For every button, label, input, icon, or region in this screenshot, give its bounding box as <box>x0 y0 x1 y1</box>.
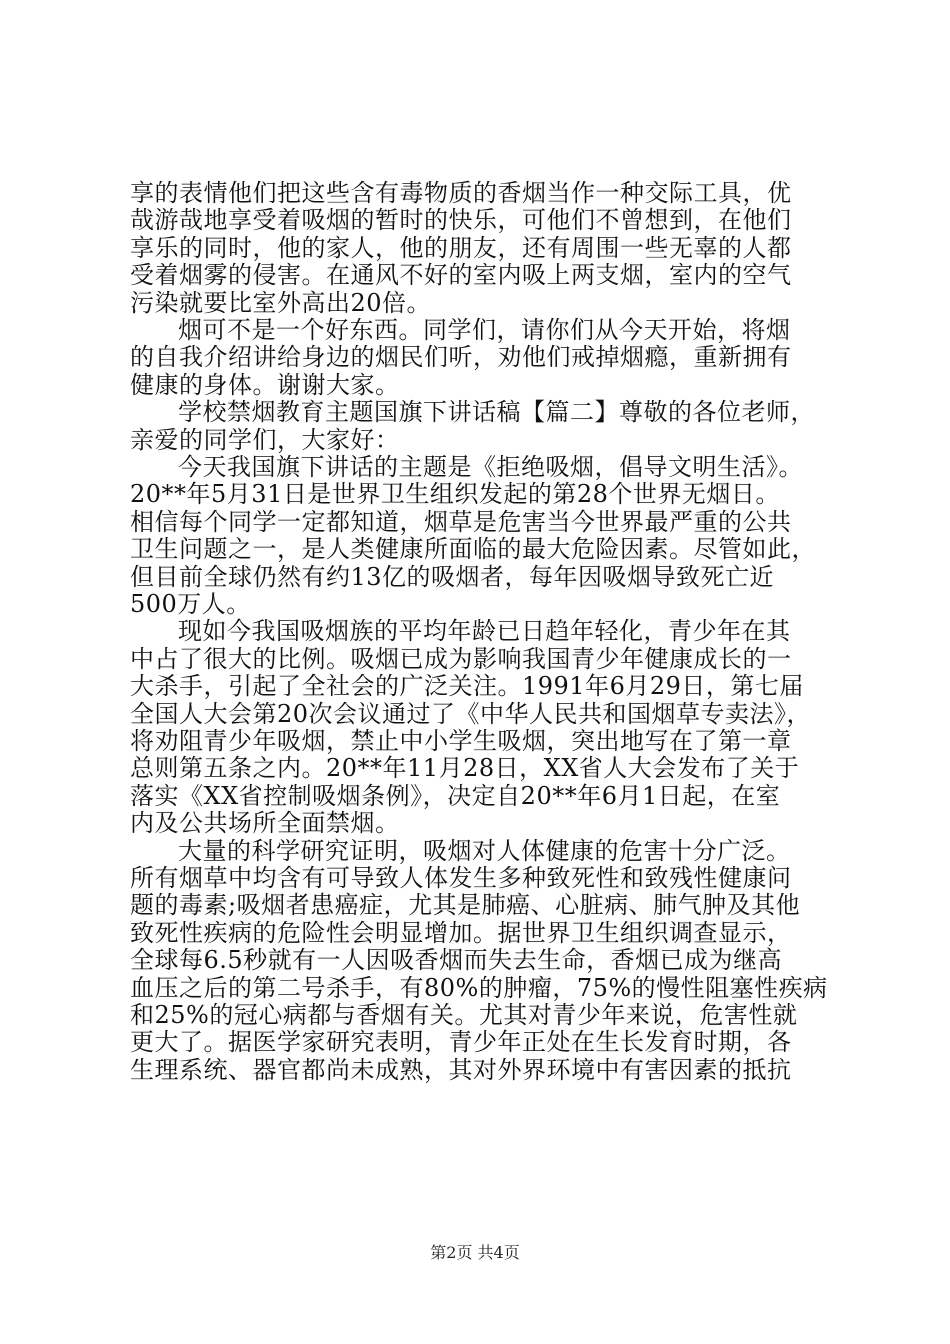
text-line: 大量的科学研究证明，吸烟对人体健康的危害十分广泛。 <box>178 836 791 865</box>
text-line: 中占了很大的比例。吸烟已成为影响我国青少年健康成长的一 <box>130 644 792 673</box>
text-line: 所有烟草中均含有可导致人体发生多种致死性和致残性健康问 <box>130 864 792 892</box>
text-line: 学校禁烟教育主题国旗下讲话稿【篇二】尊敬的各位老师， <box>178 398 815 427</box>
text-line: 大杀手，引起了全社会的广泛关注。1991年6月29日，第七届 <box>130 672 804 701</box>
text-line: 的自我介绍讲给身边的烟民们听，劝他们戒掉烟瘾，重新拥有 <box>130 343 792 372</box>
text-line: 污染就要比室外高出20倍。 <box>130 288 432 317</box>
text-line: 卫生问题之一，是人类健康所面临的最大危险因素。尽管如此， <box>130 535 816 564</box>
text-line: 血压之后的第二号杀手，有80%的肿瘤，75%的慢性阻塞性疾病 <box>130 973 828 1002</box>
text-line: 致死性疾病的危险性会明显增加。据世界卫生组织调查显示， <box>130 918 792 947</box>
text-line: 总则第五条之内。20**年11月28日，XX省人大会发布了关于 <box>130 754 800 783</box>
text-line: 内及公共场所全面禁烟。 <box>130 809 400 838</box>
text-line: 500万人。 <box>130 590 251 618</box>
text-line: 但目前全球仍然有约13亿的吸烟者，每年因吸烟导致死亡近 <box>130 562 775 591</box>
text-line: 落实《XX省控制吸烟条例》，决定自20**年6月1日起，在室 <box>130 781 781 810</box>
text-line: 受着烟雾的侵害。在通风不好的室内吸上两支烟，室内的空气 <box>130 261 792 290</box>
page-footer: 第2页 共4页 <box>430 1243 520 1262</box>
text-line: 相信每个同学一定都知道，烟草是危害当今世界最严重的公共 <box>130 507 792 536</box>
text-line: 现如今我国吸烟族的平均年龄已日趋年轻化，青少年在其 <box>178 617 791 646</box>
text-line: 更大了。据医学家研究表明，青少年正处在生长发育时期，各 <box>130 1028 792 1057</box>
text-line: 享的表情他们把这些含有毒物质的香烟当作一种交际工具，优 <box>130 179 792 207</box>
text-line: 和25%的冠心病都与香烟有关。尤其对青少年来说，危害性就 <box>130 1001 798 1029</box>
text-line: 生理系统、器官都尚未成熟，其对外界环境中有害因素的抵抗 <box>130 1055 792 1084</box>
text-line: 20**年5月31日是世界卫生组织发起的第28个世界无烟日。 <box>130 480 780 509</box>
text-line: 题的毒素;吸烟者患癌症，尤其是肺癌、心脏病、肺气肿及其他 <box>130 891 801 920</box>
text-line: 将劝阻青少年吸烟，禁止中小学生吸烟，突出地写在了第一章 <box>130 727 792 755</box>
text-line: 亲爱的同学们，大家好： <box>130 425 400 454</box>
text-line: 全球每6.5秒就有一人因吸香烟而失去生命，香烟已成为继高 <box>130 946 783 975</box>
text-line: 今天我国旗下讲话的主题是《拒绝吸烟，倡导文明生活》。 <box>178 453 803 481</box>
text-line: 哉游哉地享受着吸烟的暂时的快乐，可他们不曾想到，在他们 <box>130 206 792 235</box>
text-line: 享乐的同时，他的家人，他的朋友，还有周围一些无辜的人都 <box>130 233 792 262</box>
text-line: 全国人大会第20次会议通过了《中华人民共和国烟草专卖法》， <box>130 699 812 728</box>
text-line: 烟可不是一个好东西。同学们，请你们从今天开始，将烟 <box>178 316 791 344</box>
text-line: 健康的身体。谢谢大家。 <box>130 370 400 399</box>
